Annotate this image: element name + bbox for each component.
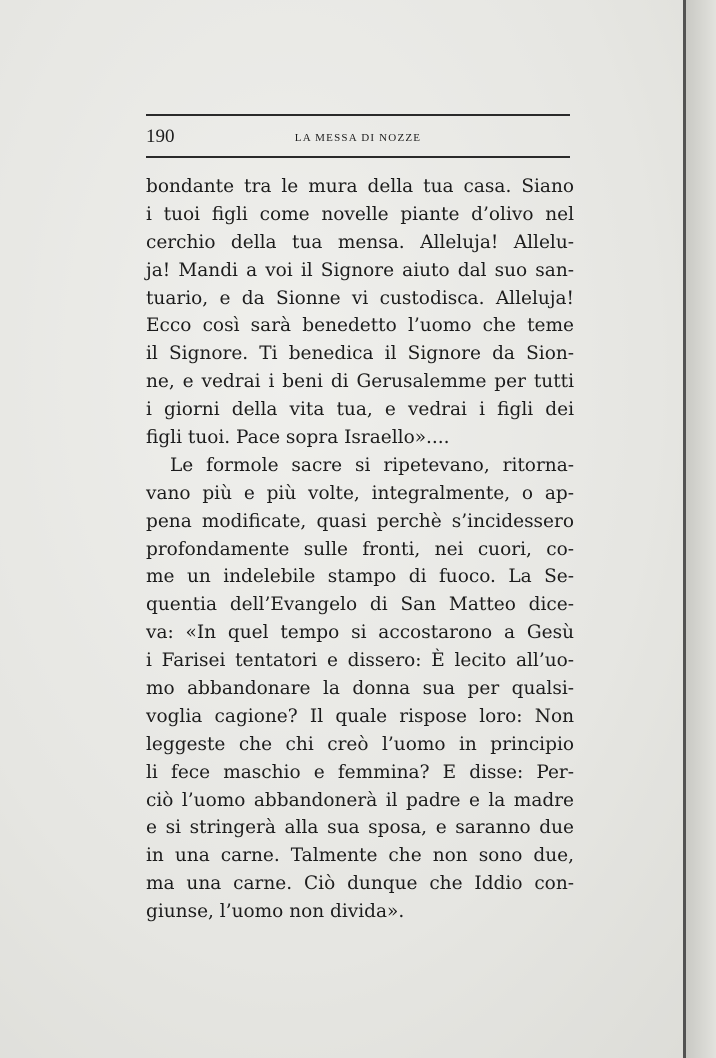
text-line: i Farisei tentatori e dissero: È lecito all’uo-	[146, 650, 574, 672]
text-line: in una carne. Talmente che non sono due,	[146, 845, 574, 867]
text-line: leggeste che chi creò l’uomo in principio	[146, 733, 574, 755]
text-line: va: «In quel tempo si accostarono a Gesù	[146, 622, 574, 644]
page-header	[146, 126, 570, 150]
text-line: li fece maschio e femmina? E disse: Per-	[146, 761, 574, 783]
text-line: profondamente sulle fronti, nei cuori, co-	[146, 538, 574, 560]
text-line: Le formole sacre si ripetevano, ritorna-	[170, 454, 574, 476]
text-line: e si stringerà alla sua sposa, e saranno due	[146, 817, 574, 839]
text-line: voglia cagione? Il quale rispose loro: Non	[146, 705, 574, 727]
header-rule-bottom	[146, 156, 570, 158]
page-edge-line	[683, 0, 686, 1058]
text-line: tuario, e da Sionne vi custodisca. Alleluja!	[146, 287, 574, 309]
page-number: 190	[146, 126, 175, 147]
header-rule-top	[146, 114, 570, 116]
text-line: mo abbandonare la donna sua per qualsi-	[146, 678, 574, 700]
body-text	[146, 173, 586, 926]
text-line: i tuoi figli come novelle piante d’olivo nel	[146, 203, 574, 225]
running-head: LA MESSA DI NOZZE	[294, 132, 422, 144]
text-line: il Signore. Ti benedica il Signore da Sion-	[146, 343, 574, 365]
text-line: Ecco così sarà benedetto l’uomo che teme	[146, 315, 574, 337]
text-line: quentia dell’Evangelo di San Matteo dice-	[146, 594, 574, 616]
text-line: ma una carne. Ciò dunque che Iddio con-	[146, 873, 574, 895]
text-line: i giorni della vita tua, e vedrai i figli dei	[146, 399, 574, 421]
text-line: pena modificate, quasi perchè s’incidessero	[146, 510, 574, 532]
page-gutter-shadow	[686, 0, 716, 1058]
text-line: giunse, l’uomo non divida».	[146, 901, 405, 923]
text-line: ja! Mandi a voi il Signore aiuto dal suo san-	[146, 259, 574, 281]
text-line: me un indelebile stampo di fuoco. La Se-	[146, 566, 574, 588]
text-line: ne, e vedrai i beni di Gerusalemme per tutti	[146, 371, 574, 393]
text-line: ciò l’uomo abbandonerà il padre e la madre	[146, 789, 574, 811]
text-line: vano più e più volte, integralmente, o ap-	[146, 482, 574, 504]
text-line: bondante tra le mura della tua casa. Siano	[146, 176, 574, 197]
text-line: figli tuoi. Pace sopra Israello»....	[146, 427, 450, 449]
text-line: cerchio della tua mensa. Alleluja! Allelu-	[146, 231, 574, 253]
